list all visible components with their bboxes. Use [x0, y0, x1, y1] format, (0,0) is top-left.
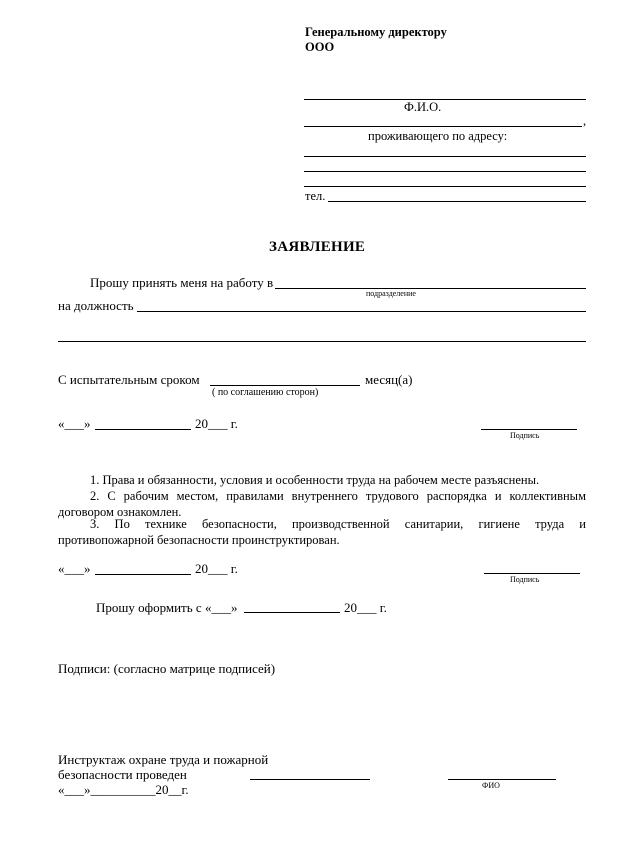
- probation-unit: месяц(а): [365, 372, 413, 387]
- date1-day: «___»: [58, 416, 91, 431]
- signature-caption-2: Подпись: [510, 575, 540, 584]
- address-caption: проживающего по адресу:: [368, 129, 508, 143]
- briefing-signature-line[interactable]: [250, 779, 370, 780]
- position-line-2[interactable]: [58, 341, 586, 342]
- signature-line-2[interactable]: [484, 573, 580, 574]
- address-line-1[interactable]: [304, 126, 582, 127]
- phone-label: тел.: [305, 189, 326, 203]
- hire-text: Прошу принять меня на работу в: [90, 275, 274, 290]
- date1-year: 20___ г.: [195, 416, 238, 431]
- department-line[interactable]: [275, 288, 586, 289]
- fio-line[interactable]: [304, 99, 586, 100]
- item-2: 2. С рабочим местом, правилами внутреннего трудового распорядка и коллективным договором ознакомлен.: [58, 489, 586, 519]
- probation-line[interactable]: [210, 385, 360, 386]
- briefing-line-2: безопасности проведен: [58, 767, 187, 782]
- position-line[interactable]: [137, 311, 586, 312]
- signatures-note: Подписи: (согласно матрице подписей): [58, 661, 276, 676]
- date2-month-line[interactable]: [95, 574, 191, 575]
- briefing-fio-caption: ФИО: [482, 781, 500, 790]
- position-label: на должность: [58, 298, 134, 313]
- item-1: 1. Права и обязанности, условия и особенности труда на рабочем месте разъяснены.: [90, 473, 540, 487]
- item-3: 3. По технике безопасности, производственной санитарии, гигиене труда и противопожарной безопасности проинструктирован.: [58, 517, 586, 547]
- date1-month-line[interactable]: [95, 429, 191, 430]
- document-title: ЗАЯВЛЕНИЕ: [269, 239, 366, 255]
- briefing-fio-line[interactable]: [448, 779, 556, 780]
- address-line-4[interactable]: [304, 186, 586, 187]
- briefing-line-1: Инструктаж охране труда и пожарной: [58, 752, 269, 767]
- formalize-month-line[interactable]: [244, 612, 340, 613]
- department-caption: подразделение: [366, 289, 416, 298]
- formalize-label: Прошу оформить с «___»: [96, 600, 238, 615]
- signature-line-1[interactable]: [481, 429, 577, 430]
- fio-caption: Ф.И.О.: [404, 100, 442, 114]
- briefing-date: «___»__________20__г.: [58, 782, 189, 797]
- signature-caption-1: Подпись: [510, 431, 540, 440]
- phone-line[interactable]: [328, 201, 586, 202]
- probation-caption: ( по соглашению сторон): [212, 387, 319, 398]
- date2-day: «___»: [58, 561, 91, 576]
- comma: ,: [583, 114, 587, 128]
- formalize-year: 20___ г.: [344, 600, 387, 615]
- address-line-2[interactable]: [304, 156, 586, 157]
- address-line-3[interactable]: [304, 171, 586, 172]
- date2-year: 20___ г.: [195, 561, 238, 576]
- probation-label: С испытательным сроком: [58, 372, 200, 387]
- company: ООО: [305, 40, 335, 54]
- addressee: Генеральному директору: [305, 25, 447, 39]
